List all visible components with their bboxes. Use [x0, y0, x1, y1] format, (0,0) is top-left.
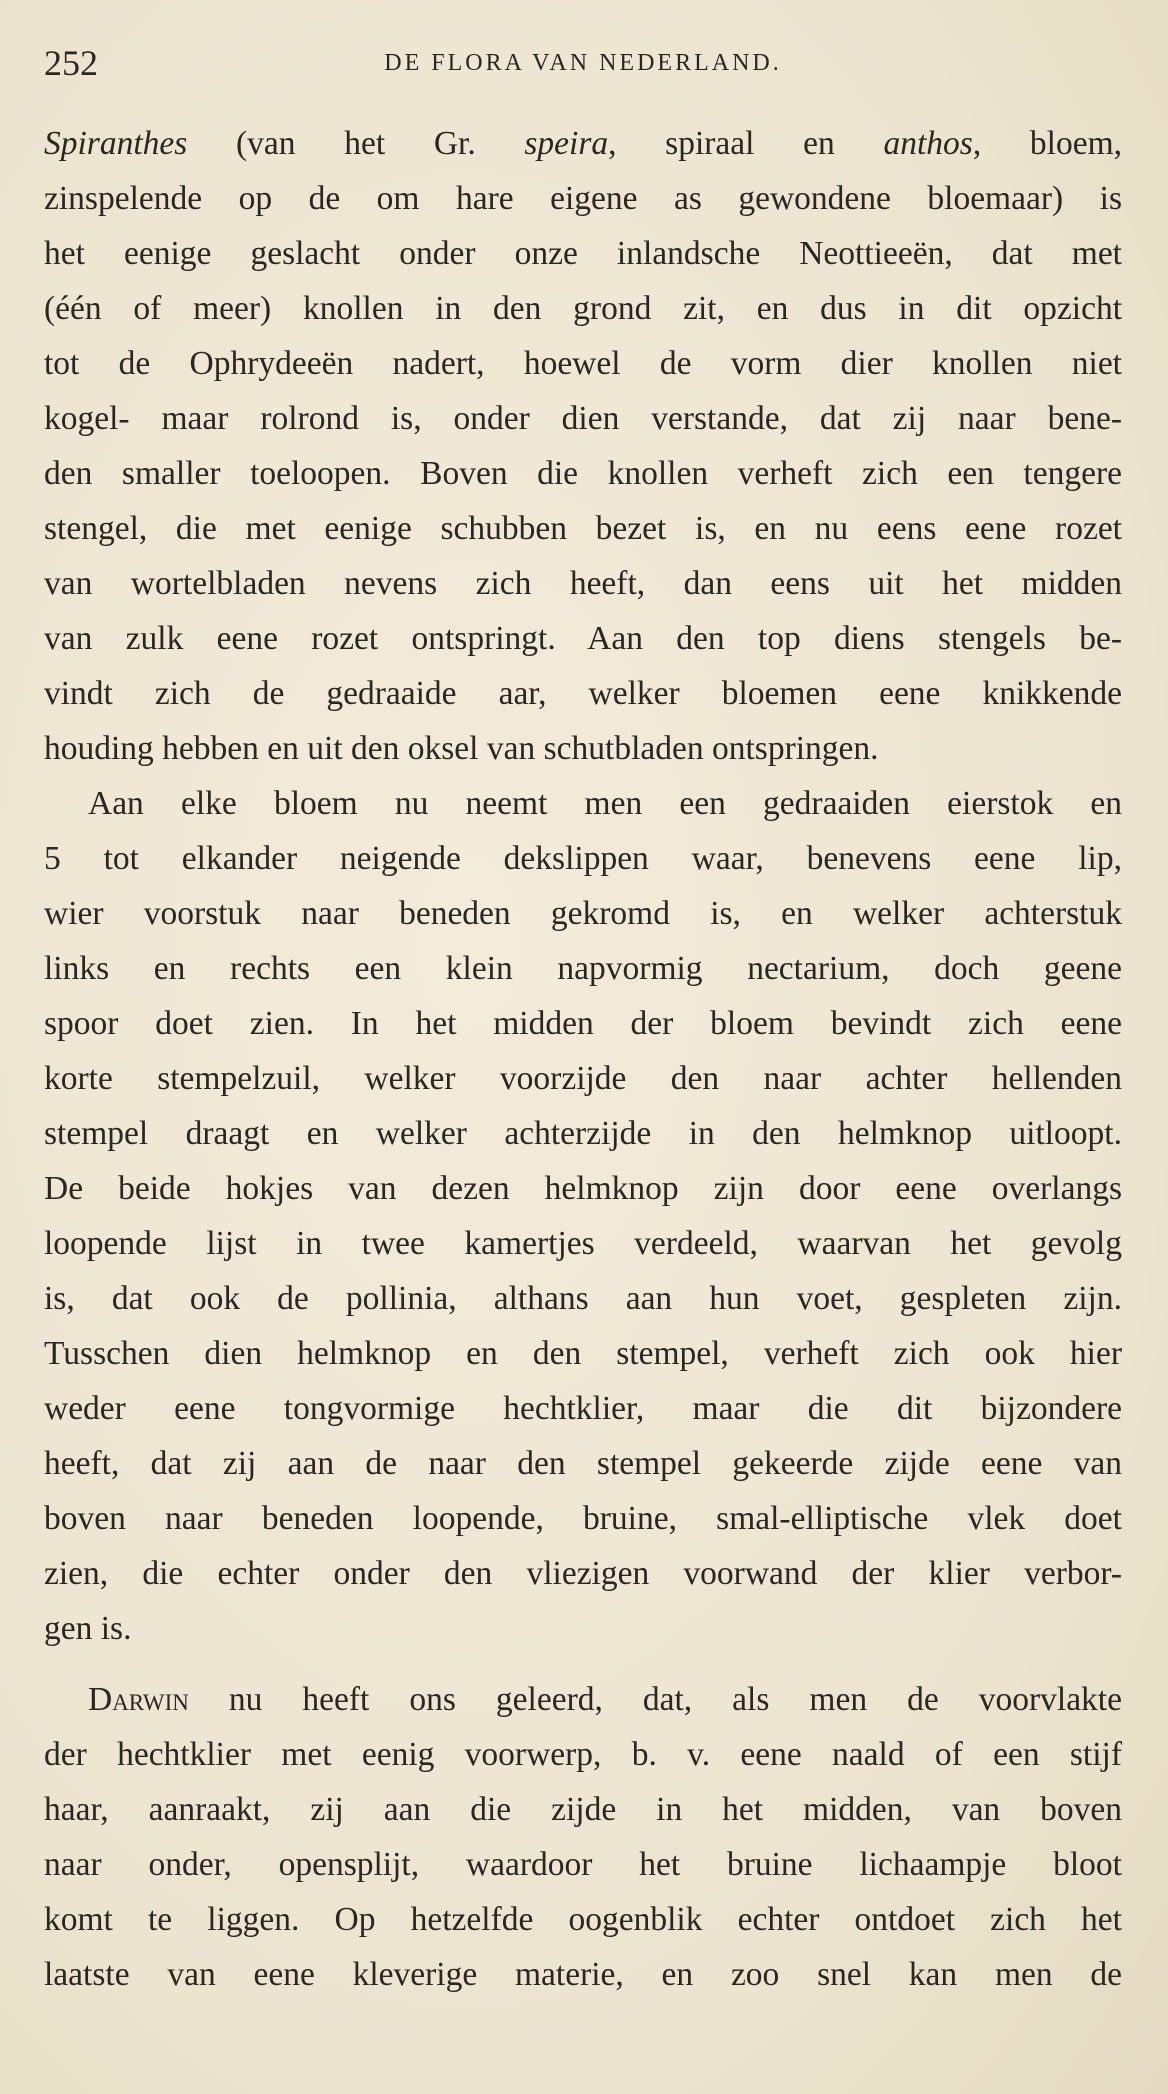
page-number: 252 — [44, 43, 98, 83]
paragraph-1 — [44, 116, 1122, 776]
text-line: is, dat ook de pollinia, althans aan hun voet, gespleten zijn. — [44, 1280, 1122, 1317]
running-title: DE FLORA VAN NEDERLAND. — [384, 50, 782, 76]
paragraph-3 — [44, 1672, 1122, 2002]
text-line: (één of meer) knollen in den grond zit, en dus in dit opzicht — [44, 290, 1122, 327]
text-line: vindt zich de gedraaide aar, welker bloemen eene knikkende — [44, 675, 1122, 712]
text-line: boven naar beneden loopende, bruine, smal-elliptische vlek doet — [44, 1500, 1122, 1537]
text-line: weder eene tongvormige hechtklier, maar die dit bijzondere — [44, 1390, 1122, 1427]
text-line: kogel- maar rolrond is, onder dien verstande, dat zij naar bene- — [44, 400, 1122, 437]
text-line: den smaller toeloopen. Boven die knollen verheft zich een tengere — [44, 455, 1122, 492]
paragraph-2 — [44, 776, 1122, 1656]
text-line: van zulk eene rozet ontspringt. Aan den top diens stengels be- — [44, 620, 1122, 657]
text-line: haar, aanraakt, zij aan die zijde in het midden, van boven — [44, 1791, 1122, 1828]
text-line: korte stempelzuil, welker voorzijde den naar achter hellenden — [44, 1060, 1122, 1097]
text-line: houding hebben en uit den oksel van schutbladen ontspringen. — [44, 730, 879, 767]
text-line: van wortelbladen nevens zich heeft, dan eens uit het midden — [44, 565, 1122, 602]
text-line: Spiranthes (van het Gr. speira, spiraal en anthos, bloem, — [44, 125, 1122, 162]
text-line: laatste van eene kleverige materie, en zoo snel kan men de — [44, 1956, 1122, 1993]
text-line: heeft, dat zij aan de naar den stempel gekeerde zijde eene van — [44, 1445, 1122, 1482]
text-line: der hechtklier met eenig voorwerp, b. v. eene naald of een stijf — [44, 1736, 1122, 1773]
text-line: 5 tot elkander neigende dekslippen waar, benevens eene lip, — [44, 840, 1122, 877]
text-line: links en rechts een klein napvormig nectarium, doch geene — [44, 950, 1122, 987]
text-line: stempel draagt en welker achterzijde in den helmknop uitloopt. — [44, 1115, 1122, 1152]
text-line: Tusschen dien helmknop en den stempel, verheft zich ook hier — [44, 1335, 1122, 1372]
book-page — [44, 28, 1122, 2002]
text-line: gen is. — [44, 1610, 132, 1647]
text-line: wier voorstuk naar beneden gekromd is, en welker achterstuk — [44, 895, 1122, 932]
text-line: komt te liggen. Op hetzelfde oogenblik echter ontdoet zich het — [44, 1901, 1122, 1938]
text-line: spoor doet zien. In het midden der bloem bevindt zich eene — [44, 1005, 1122, 1042]
text-line: loopende lijst in twee kamertjes verdeeld, waarvan het gevolg — [44, 1225, 1122, 1262]
text-line: stengel, die met eenige schubben bezet is, en nu eens eene rozet — [44, 510, 1122, 547]
running-head — [44, 28, 1122, 88]
text-line: Darwin nu heeft ons geleerd, dat, als men de voorvlakte — [88, 1681, 1122, 1718]
text-line: het eenige geslacht onder onze inlandsche Neottieeën, dat met — [44, 235, 1122, 272]
text-line: tot de Ophrydeeën nadert, hoewel de vorm dier knollen niet — [44, 345, 1122, 382]
text-line: zien, die echter onder den vliezigen voorwand der klier verbor- — [44, 1555, 1122, 1592]
text-line: naar onder, opensplijt, waardoor het bruine lichaampje bloot — [44, 1846, 1122, 1883]
text-line: zinspelende op de om hare eigene as gewondene bloemaar) is — [44, 180, 1122, 217]
text-line: Aan elke bloem nu neemt men een gedraaiden eierstok en — [88, 785, 1122, 822]
text-line: De beide hokjes van dezen helmknop zijn door eene overlangs — [44, 1170, 1122, 1207]
